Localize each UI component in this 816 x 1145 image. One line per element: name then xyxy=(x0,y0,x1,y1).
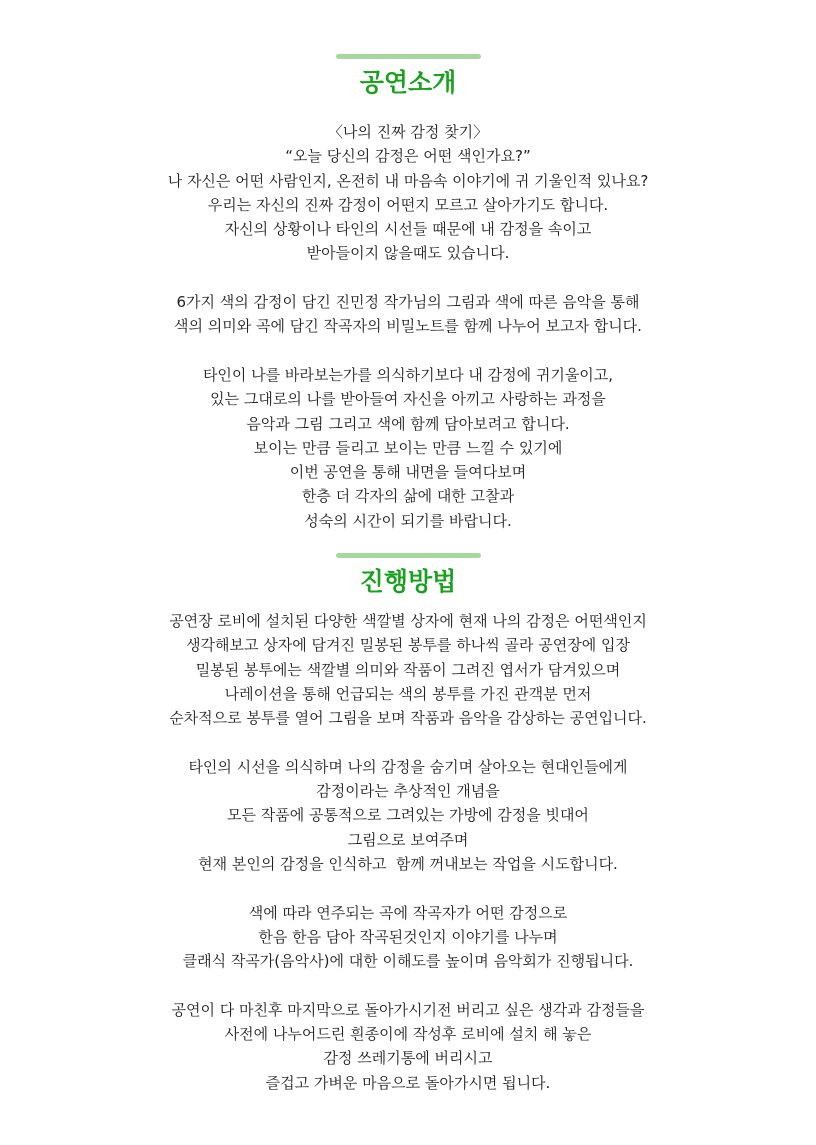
method-line: 모든 작품에 공통적으로 그려있는 가방에 감정을 빗대어 xyxy=(227,806,589,825)
method-line: 타인의 시선을 의식하며 나의 감정을 숨기며 살아오는 현대인들에게 xyxy=(188,757,628,776)
intro-line: 색의 의미와 곡에 담긴 작곡자의 비밀노트를 함께 나누어 보고자 합니다. xyxy=(174,317,642,336)
method-line: 감정이라는 추상적인 개념을 xyxy=(316,782,500,801)
intro-line: 타인이 나를 바라보는가를 의식하기보다 내 감정에 귀기울이고, xyxy=(202,365,614,384)
intro-line: 〈나의 진짜 감정 찾기〉 xyxy=(327,123,489,141)
intro-title-bar xyxy=(336,54,481,59)
blank-line xyxy=(0,973,816,997)
method-line: 클래식 작곡가(음악사)에 대한 이해도를 높이며 음악회가 진행됩니다. xyxy=(182,952,634,971)
intro-line: 나 자신은 어떤 사람인지, 온전히 내 마음속 이야기에 귀 기울인적 있나요? xyxy=(167,171,649,190)
method-line: 즐겁고 가벼운 마음으로 돌아가시면 됩니다. xyxy=(265,1073,551,1092)
intro-line: 성숙의 시간이 되기를 바랍니다. xyxy=(304,511,512,530)
intro-line: 이번 공연을 통해 내면을 들여다보며 xyxy=(289,463,527,482)
intro-text xyxy=(0,120,816,533)
method-line: 순차적으로 봉투를 열어 그림을 보며 작품과 음악을 감상하는 공연입니다. xyxy=(169,709,647,728)
method-title: 진행방법 xyxy=(359,567,457,596)
method-section xyxy=(0,553,816,1095)
intro-line: 한층 더 각자의 삶에 대한 고찰과 xyxy=(301,487,515,506)
blank-line xyxy=(0,339,816,363)
intro-line: 보이는 만큼 들리고 보이는 만큼 느낄 수 있기에 xyxy=(253,438,563,457)
blank-line xyxy=(0,266,816,290)
intro-line: 받아들이지 않을때도 있습니다. xyxy=(306,244,510,263)
method-line: 밀봉된 봉투에는 색깔별 의미와 작품이 그려진 엽서가 담겨있으며 xyxy=(195,660,621,679)
method-line: 생각해보고 상자에 담겨진 밀봉된 봉투를 하나씩 골라 공연장에 입장 xyxy=(186,636,630,655)
intro-title: 공연소개 xyxy=(359,68,457,97)
method-line: 공연이 다 마친후 마지막으로 돌아가시기전 버리고 싶은 생각과 감정들을 xyxy=(171,1000,645,1019)
blank-line xyxy=(0,730,816,754)
method-line: 감정 쓰레기통에 버리시고 xyxy=(323,1049,493,1068)
method-line: 색에 따라 연주되는 곡에 작곡자가 어떤 감정으로 xyxy=(248,903,568,922)
method-line: 한음 한음 담아 작곡된것인지 이야기를 나누며 xyxy=(258,927,558,946)
intro-line: 우리는 자신의 진짜 감정이 어떤지 모르고 살아가기도 합니다. xyxy=(207,195,609,214)
intro-line: 6가지 색의 감정이 담긴 진민정 작가님의 그림과 색에 따른 음악을 통해 xyxy=(176,293,640,312)
blank-line xyxy=(0,876,816,900)
intro-line: 있는 그대로의 나를 받아들여 자신을 아끼고 사랑하는 과정을 xyxy=(210,390,606,409)
method-line: 나레이션을 통해 언급되는 색의 봉투를 가진 관객분 먼저 xyxy=(224,684,592,703)
method-text xyxy=(0,609,816,1095)
method-line: 그림으로 보여주며 xyxy=(347,830,469,849)
method-line: 현재 본인의 감정을 인식하고 함께 꺼내보는 작업을 시도합니다. xyxy=(198,854,618,873)
intro-line: 자신의 상황이나 타인의 시선들 때문에 내 감정을 속이고 xyxy=(224,220,592,239)
intro-section xyxy=(0,54,816,533)
intro-line: 음악과 그림 그리고 색에 함께 담아보려고 합니다. xyxy=(246,414,570,433)
intro-line: “오늘 당신의 감정은 어떤 색인가요?” xyxy=(285,147,531,166)
method-line: 공연장 로비에 설치된 다양한 색깔별 상자에 현재 나의 감정은 어떤색인지 xyxy=(169,612,647,630)
method-title-bar xyxy=(336,553,481,558)
method-line: 사전에 나누어드린 흰종이에 작성후 로비에 설치 해 놓은 xyxy=(224,1025,592,1044)
